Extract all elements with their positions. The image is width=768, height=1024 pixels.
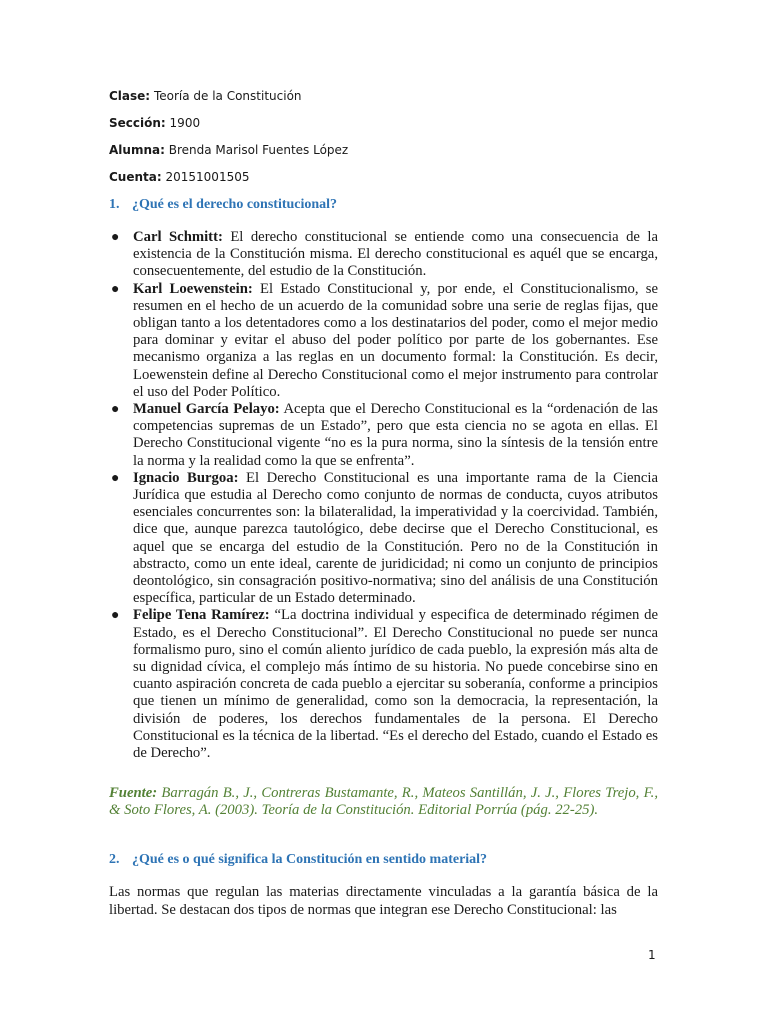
question-1-heading bbox=[109, 196, 669, 213]
list-item bbox=[109, 607, 658, 762]
section-line bbox=[109, 115, 669, 131]
author-name: Manuel García Pelayo: bbox=[133, 401, 280, 418]
definition-text: El derecho constitucional se entiende como una consecuencia de la existencia de la Constitución misma. El derecho constitucional es aquél que se encarga, consecuentemente, del estudio de la Constitución. bbox=[133, 229, 658, 280]
author-name: Carl Schmitt: bbox=[133, 229, 223, 245]
source-text: Barragán B., J., Contreras Bustamante, R., Mateos Santillán, J. J., Flores Trejo, F., & Soto Flores, A. (2003). Teoría de la Constitución. Editorial Porrúa (pág. 22-25). bbox=[109, 785, 658, 819]
student-value: Brenda Marisol Fuentes López bbox=[168, 143, 349, 157]
definitions-list bbox=[109, 229, 658, 762]
account-line bbox=[109, 169, 669, 185]
class-value: Teoría de la Constitución bbox=[153, 89, 302, 103]
page-number: 1 bbox=[648, 948, 656, 962]
bullet-icon: ● bbox=[111, 402, 120, 418]
author-name: Karl Loewenstein: bbox=[133, 280, 253, 297]
bullet-icon: ● bbox=[111, 281, 120, 297]
bullet-icon: ● bbox=[111, 470, 120, 486]
section-label: Sección: bbox=[109, 116, 166, 130]
account-label: Cuenta: bbox=[109, 170, 162, 184]
account-value: 20151001505 bbox=[165, 170, 250, 184]
definition-text: El Estado Constitucional y, por ende, el Constitucionalismo, se resumen en el hecho de un acuerdo de la comunidad sobre una serie de reglas fijas, que obligan tanto a los detentadores como a los destinatarios del poder, como el mejor medio para dominar y evitar el abuso del poder político por parte de los gobernantes. Ese mecanismo organiza a las reglas en un documento formal: la Constitución. Es decir, Loewenstein define al Derecho Constitucional como el mejor instrumento para controlar el uso del Poder Político. bbox=[133, 280, 659, 400]
question-1-number: 1. bbox=[109, 197, 120, 212]
definition-text: El Derecho Constitucional es una importante rama de la Ciencia Jurídica que estudia al Derecho como conjunto de normas de conducta, cuyos atributos esenciales concurrentes son: la bilateralidad, la imperatividad y la coercividad. También, dice que, aunque parezca tautológico, debe decirse que el Derecho Constitucional, es aquel que se encarga del estudio de la Constitución. Pero no de la Constitución in abstracto, como un ente ideal, carente de juridicidad; ni como un conjunto de principios deontológico, sin consagración positivo-normativa; sino del análisis de una Constitución específica, particular de un Estado determinado. bbox=[133, 469, 659, 607]
bullet-icon: ● bbox=[111, 608, 120, 624]
class-line bbox=[109, 88, 669, 104]
section-value: 1900 bbox=[169, 116, 201, 130]
source-citation bbox=[109, 785, 658, 819]
list-item bbox=[109, 229, 658, 281]
student-label: Alumna: bbox=[109, 143, 165, 157]
author-name: Ignacio Burgoa: bbox=[133, 469, 239, 486]
question-2-number: 2. bbox=[109, 852, 120, 867]
answer-2-paragraph: Las normas que regulan las materias directamente vinculadas a la garantía básica de la libertad. Se destacan dos tipos de normas que integran ese Derecho Constitucional: las bbox=[109, 884, 658, 918]
definition-text: “La doctrina individual y especifica de determinado régimen de Estado, es el Derecho Constitucional”. El Derecho Constitucional no puede ser nunca formalismo puro, sino el común aliento jurídico de cada pueblo, la expresión más alta de su dignidad cívica, el complejo más íntimo de su historia. No puede concebirse sino en cuanto aspiración concreta de cada pueblo a ejercitar su soberanía, conforme a principios que tienen un mínimo de generalidad, como son la democracia, la representación, la división de poderes, los derechos fundamentales de la persona. El Derecho Constitucional es la técnica de la libertad. “Es el derecho del Estado, cuando el Estado es de Derecho”. bbox=[133, 607, 659, 762]
list-item bbox=[109, 401, 658, 470]
student-line bbox=[109, 142, 669, 158]
question-2-heading bbox=[109, 851, 669, 868]
question-2-text: ¿Qué es o qué significa la Constitución en sentido material? bbox=[132, 852, 488, 867]
question-1-text: ¿Qué es el derecho constitucional? bbox=[132, 197, 338, 212]
list-item bbox=[109, 281, 658, 401]
definition-text: Acepta que el Derecho Constitucional es la “ordenación de las competencias supremas de un Estado”, pero que esta ciencia no se agota en ellas. El Derecho Constitucional vigente “no es la pura norma, sino la síntesis de la tensión entre la norma y la realidad como la que se enfrenta”. bbox=[133, 401, 658, 469]
list-item bbox=[109, 470, 658, 608]
class-label: Clase: bbox=[109, 89, 151, 103]
author-name: Felipe Tena Ramírez: bbox=[133, 607, 270, 624]
bullet-icon: ● bbox=[111, 230, 120, 245]
source-label: Fuente: bbox=[109, 785, 158, 801]
